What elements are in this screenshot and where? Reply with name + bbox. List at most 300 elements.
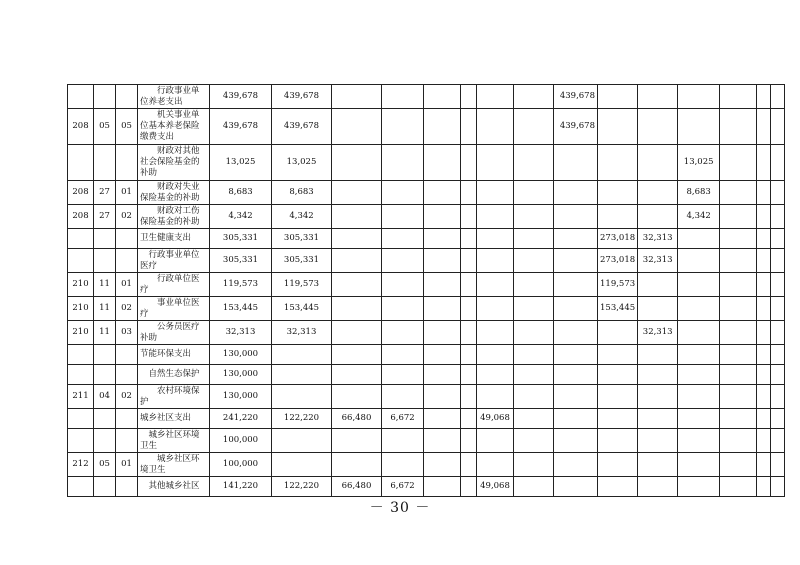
cell-func-type-code [94, 145, 116, 181]
cell-func-type-code [94, 429, 116, 453]
cell-subject-name: 其他城乡社区 [138, 477, 210, 497]
cell-basic-subtotal: 305,331 [272, 249, 332, 273]
cell-personnel-expense [332, 321, 382, 345]
cell-project-col-12 [514, 249, 554, 273]
cell-project-col-12 [514, 321, 554, 345]
cell-func-type-code [94, 409, 116, 429]
cell-extra-col-18 [757, 249, 771, 273]
cell-medical-col [598, 345, 638, 365]
cell-extra-col-18 [757, 365, 771, 385]
cell-project-col-9 [424, 297, 461, 321]
cell-total: 241,220 [210, 409, 272, 429]
cell-func-class-code [68, 409, 94, 429]
cell-func-class-code: 211 [68, 385, 94, 409]
cell-extra-col-19 [771, 453, 785, 477]
cell-subject-name: 事业单位医疗 [138, 297, 210, 321]
cell-func-type-code: 11 [94, 321, 116, 345]
cell-civil-servant-medical [638, 365, 678, 385]
cell-project-col-11 [477, 429, 514, 453]
cell-func-item-code: 01 [116, 453, 138, 477]
cell-civil-servant-medical [638, 85, 678, 109]
cell-func-class-code [68, 345, 94, 365]
cell-project-col-11 [477, 297, 514, 321]
cell-other-insurance-subsidy [678, 385, 720, 409]
cell-personnel-expense [332, 181, 382, 205]
cell-civil-servant-medical: 32,313 [638, 249, 678, 273]
cell-project-col-11 [477, 205, 514, 229]
cell-basic-subtotal: 439,678 [272, 85, 332, 109]
cell-project-col-11 [477, 145, 514, 181]
cell-extra-col-17 [720, 345, 757, 365]
cell-project-col-12 [514, 365, 554, 385]
table-row [68, 249, 785, 273]
cell-pension-insurance [554, 229, 598, 249]
cell-func-class-code: 212 [68, 453, 94, 477]
cell-extra-col-19 [771, 249, 785, 273]
table-row [68, 321, 785, 345]
cell-project-col-10 [461, 477, 477, 497]
cell-project-col-9 [424, 249, 461, 273]
cell-extra-col-19 [771, 229, 785, 249]
cell-project-col-11 [477, 273, 514, 297]
cell-civil-servant-medical [638, 145, 678, 181]
cell-project-col-12 [514, 297, 554, 321]
cell-total: 100,000 [210, 453, 272, 477]
cell-func-type-code [94, 229, 116, 249]
cell-extra-col-19 [771, 297, 785, 321]
cell-func-type-code: 27 [94, 205, 116, 229]
cell-medical-col [598, 321, 638, 345]
cell-extra-col-18 [757, 345, 771, 365]
cell-project-col-10 [461, 429, 477, 453]
cell-subject-name: 财政对工伤保险基金的补助 [138, 205, 210, 229]
cell-func-item-code [116, 249, 138, 273]
cell-medical-col [598, 477, 638, 497]
cell-func-item-code: 05 [116, 109, 138, 145]
cell-func-item-code [116, 345, 138, 365]
cell-func-class-code: 208 [68, 181, 94, 205]
cell-pension-insurance [554, 409, 598, 429]
cell-subject-name: 城乡社区支出 [138, 409, 210, 429]
cell-project-col-9 [424, 273, 461, 297]
cell-func-type-code [94, 345, 116, 365]
cell-personnel-expense [332, 85, 382, 109]
cell-total: 305,331 [210, 249, 272, 273]
cell-project-col-12 [514, 345, 554, 365]
cell-extra-col-19 [771, 429, 785, 453]
cell-total: 130,000 [210, 345, 272, 365]
cell-personnel-expense [332, 273, 382, 297]
cell-func-item-code: 02 [116, 297, 138, 321]
cell-project-col-12 [514, 429, 554, 453]
cell-func-type-code: 04 [94, 385, 116, 409]
cell-basic-subtotal [272, 345, 332, 365]
cell-project-col-10 [461, 385, 477, 409]
cell-project-col-10 [461, 229, 477, 249]
cell-project-col-12 [514, 273, 554, 297]
cell-subject-name: 城乡社区环境卫生 [138, 453, 210, 477]
cell-subject-name: 财政对失业保险基金的补助 [138, 181, 210, 205]
cell-extra-col-18 [757, 385, 771, 409]
cell-func-class-code: 210 [68, 297, 94, 321]
cell-extra-col-18 [757, 453, 771, 477]
cell-other-insurance-subsidy [678, 321, 720, 345]
cell-extra-col-19 [771, 145, 785, 181]
cell-total: 119,573 [210, 273, 272, 297]
cell-subject-name: 公务员医疗补助 [138, 321, 210, 345]
cell-project-col-9 [424, 205, 461, 229]
cell-func-item-code: 02 [116, 385, 138, 409]
cell-func-item-code [116, 365, 138, 385]
table-row [68, 205, 785, 229]
cell-func-item-code: 03 [116, 321, 138, 345]
cell-pension-insurance [554, 321, 598, 345]
cell-func-class-code [68, 365, 94, 385]
cell-pension-insurance [554, 453, 598, 477]
cell-project-col-9 [424, 385, 461, 409]
cell-total: 13,025 [210, 145, 272, 181]
cell-func-class-code: 208 [68, 205, 94, 229]
cell-other-insurance-subsidy [678, 109, 720, 145]
cell-civil-servant-medical [638, 273, 678, 297]
cell-civil-servant-medical [638, 345, 678, 365]
cell-project-col-10 [461, 321, 477, 345]
cell-subject-name: 自然生态保护 [138, 365, 210, 385]
cell-project-col-11 [477, 385, 514, 409]
cell-basic-subtotal: 122,220 [272, 409, 332, 429]
cell-extra-col-18 [757, 145, 771, 181]
cell-medical-col [598, 409, 638, 429]
table-row [68, 409, 785, 429]
cell-project-col-9 [424, 365, 461, 385]
cell-other-insurance-subsidy [678, 365, 720, 385]
cell-extra-col-17 [720, 409, 757, 429]
cell-extra-col-17 [720, 385, 757, 409]
cell-personnel-expense: 66,480 [332, 477, 382, 497]
cell-project-col-12 [514, 453, 554, 477]
cell-public-expense [382, 109, 424, 145]
cell-project-col-9 [424, 229, 461, 249]
cell-medical-col: 273,018 [598, 249, 638, 273]
table-row [68, 385, 785, 409]
cell-subject-name: 节能环保支出 [138, 345, 210, 365]
cell-func-class-code: 208 [68, 109, 94, 145]
cell-other-insurance-subsidy [678, 409, 720, 429]
cell-total: 141,220 [210, 477, 272, 497]
cell-func-type-code [94, 249, 116, 273]
table-row [68, 453, 785, 477]
cell-medical-col [598, 205, 638, 229]
cell-other-insurance-subsidy [678, 429, 720, 453]
cell-extra-col-19 [771, 409, 785, 429]
cell-project-col-10 [461, 365, 477, 385]
cell-extra-col-19 [771, 365, 785, 385]
table-row [68, 229, 785, 249]
cell-func-class-code [68, 249, 94, 273]
cell-public-expense [382, 205, 424, 229]
cell-project-col-12 [514, 109, 554, 145]
cell-public-expense [382, 145, 424, 181]
cell-civil-servant-medical [638, 429, 678, 453]
cell-medical-col [598, 429, 638, 453]
cell-extra-col-17 [720, 145, 757, 181]
cell-pension-insurance [554, 345, 598, 365]
cell-civil-servant-medical [638, 297, 678, 321]
cell-other-insurance-subsidy [678, 477, 720, 497]
cell-func-item-code [116, 477, 138, 497]
cell-extra-col-17 [720, 273, 757, 297]
cell-public-expense [382, 181, 424, 205]
cell-project-col-12 [514, 385, 554, 409]
cell-personnel-expense [332, 297, 382, 321]
cell-extra-col-18 [757, 477, 771, 497]
cell-pension-insurance [554, 145, 598, 181]
cell-basic-subtotal: 13,025 [272, 145, 332, 181]
cell-personnel-expense [332, 145, 382, 181]
cell-project-col-10 [461, 145, 477, 181]
table-row [68, 109, 785, 145]
cell-project-col-9 [424, 345, 461, 365]
cell-extra-col-19 [771, 273, 785, 297]
cell-extra-col-18 [757, 273, 771, 297]
cell-basic-subtotal: 119,573 [272, 273, 332, 297]
cell-extra-col-18 [757, 205, 771, 229]
cell-func-item-code [116, 145, 138, 181]
cell-basic-subtotal [272, 385, 332, 409]
cell-func-type-code: 11 [94, 297, 116, 321]
cell-basic-subtotal [272, 429, 332, 453]
cell-extra-col-17 [720, 321, 757, 345]
cell-project-col-11 [477, 249, 514, 273]
cell-subject-name: 行政事业单位医疗 [138, 249, 210, 273]
cell-extra-col-17 [720, 229, 757, 249]
cell-func-item-code [116, 85, 138, 109]
cell-project-col-9 [424, 181, 461, 205]
cell-pension-insurance [554, 385, 598, 409]
cell-project-col-10 [461, 249, 477, 273]
cell-other-insurance-subsidy [678, 273, 720, 297]
cell-func-class-code [68, 85, 94, 109]
cell-project-col-11 [477, 85, 514, 109]
cell-func-type-code [94, 365, 116, 385]
cell-personnel-expense [332, 229, 382, 249]
cell-personnel-expense [332, 249, 382, 273]
cell-project-col-11 [477, 229, 514, 249]
cell-project-col-10 [461, 409, 477, 429]
cell-extra-col-19 [771, 85, 785, 109]
cell-other-insurance-subsidy [678, 85, 720, 109]
cell-public-expense [382, 453, 424, 477]
cell-civil-servant-medical [638, 385, 678, 409]
cell-extra-col-19 [771, 345, 785, 365]
cell-public-expense [382, 249, 424, 273]
cell-project-col-9 [424, 145, 461, 181]
cell-public-expense [382, 297, 424, 321]
cell-pension-insurance [554, 365, 598, 385]
cell-project-col-10 [461, 205, 477, 229]
table-row [68, 273, 785, 297]
cell-extra-col-18 [757, 297, 771, 321]
cell-other-insurance-subsidy [678, 297, 720, 321]
cell-pension-insurance [554, 181, 598, 205]
cell-func-item-code: 01 [116, 273, 138, 297]
cell-public-expense [382, 345, 424, 365]
cell-pension-insurance: 439,678 [554, 85, 598, 109]
cell-project-col-11: 49,068 [477, 409, 514, 429]
cell-func-type-code: 11 [94, 273, 116, 297]
cell-extra-col-17 [720, 85, 757, 109]
cell-project-col-10 [461, 345, 477, 365]
table-row [68, 429, 785, 453]
cell-project-col-9 [424, 321, 461, 345]
cell-civil-servant-medical: 32,313 [638, 229, 678, 249]
cell-project-col-10 [461, 109, 477, 145]
cell-project-col-12 [514, 145, 554, 181]
cell-public-expense [382, 229, 424, 249]
cell-medical-col [598, 85, 638, 109]
cell-extra-col-19 [771, 477, 785, 497]
cell-func-type-code [94, 85, 116, 109]
cell-pension-insurance [554, 429, 598, 453]
cell-func-class-code [68, 429, 94, 453]
cell-func-item-code [116, 409, 138, 429]
cell-total: 130,000 [210, 385, 272, 409]
cell-extra-col-19 [771, 321, 785, 345]
cell-project-col-12 [514, 85, 554, 109]
cell-project-col-10 [461, 85, 477, 109]
cell-medical-col: 273,018 [598, 229, 638, 249]
cell-pension-insurance [554, 249, 598, 273]
cell-project-col-10 [461, 297, 477, 321]
cell-other-insurance-subsidy [678, 249, 720, 273]
cell-basic-subtotal: 305,331 [272, 229, 332, 249]
cell-total: 130,000 [210, 365, 272, 385]
cell-project-col-9 [424, 477, 461, 497]
cell-basic-subtotal [272, 365, 332, 385]
cell-func-type-code: 05 [94, 453, 116, 477]
cell-project-col-11 [477, 181, 514, 205]
cell-project-col-10 [461, 273, 477, 297]
cell-extra-col-18 [757, 321, 771, 345]
table-row [68, 365, 785, 385]
cell-other-insurance-subsidy [678, 453, 720, 477]
cell-pension-insurance: 439,678 [554, 109, 598, 145]
cell-pension-insurance [554, 477, 598, 497]
cell-total: 100,000 [210, 429, 272, 453]
table-row [68, 297, 785, 321]
cell-subject-name: 城乡社区环境卫生 [138, 429, 210, 453]
cell-medical-col [598, 181, 638, 205]
cell-personnel-expense [332, 385, 382, 409]
cell-extra-col-17 [720, 249, 757, 273]
cell-total: 4,342 [210, 205, 272, 229]
cell-extra-col-19 [771, 205, 785, 229]
cell-project-col-9 [424, 453, 461, 477]
cell-total: 153,445 [210, 297, 272, 321]
cell-extra-col-17 [720, 205, 757, 229]
cell-project-col-12 [514, 477, 554, 497]
cell-basic-subtotal: 32,313 [272, 321, 332, 345]
cell-func-item-code: 01 [116, 181, 138, 205]
cell-basic-subtotal: 439,678 [272, 109, 332, 145]
cell-civil-servant-medical [638, 181, 678, 205]
cell-total: 32,313 [210, 321, 272, 345]
cell-civil-servant-medical [638, 453, 678, 477]
cell-total: 439,678 [210, 109, 272, 145]
cell-total: 439,678 [210, 85, 272, 109]
cell-func-class-code: 210 [68, 273, 94, 297]
cell-project-col-12 [514, 181, 554, 205]
cell-project-col-12 [514, 409, 554, 429]
cell-project-col-11 [477, 345, 514, 365]
cell-project-col-9 [424, 85, 461, 109]
cell-other-insurance-subsidy: 8,683 [678, 181, 720, 205]
cell-medical-col: 153,445 [598, 297, 638, 321]
cell-public-expense: 6,672 [382, 409, 424, 429]
cell-extra-col-18 [757, 85, 771, 109]
cell-personnel-expense [332, 205, 382, 229]
cell-extra-col-17 [720, 453, 757, 477]
cell-subject-name: 行政单位医疗 [138, 273, 210, 297]
cell-personnel-expense [332, 365, 382, 385]
cell-func-class-code [68, 229, 94, 249]
cell-extra-col-19 [771, 181, 785, 205]
budget-table-body [68, 85, 785, 497]
table-row [68, 85, 785, 109]
cell-civil-servant-medical [638, 477, 678, 497]
cell-personnel-expense [332, 109, 382, 145]
cell-medical-col [598, 365, 638, 385]
cell-project-col-11 [477, 321, 514, 345]
cell-func-class-code [68, 145, 94, 181]
cell-public-expense [382, 385, 424, 409]
cell-project-col-9 [424, 109, 461, 145]
cell-project-col-10 [461, 453, 477, 477]
cell-medical-col: 119,573 [598, 273, 638, 297]
cell-extra-col-17 [720, 477, 757, 497]
cell-project-col-11: 49,068 [477, 477, 514, 497]
cell-extra-col-17 [720, 429, 757, 453]
cell-subject-name: 行政事业单位养老支出 [138, 85, 210, 109]
page-number: － 30 － [369, 500, 431, 516]
cell-subject-name: 机关事业单位基本养老保险缴费支出 [138, 109, 210, 145]
table-row [68, 477, 785, 497]
cell-extra-col-17 [720, 181, 757, 205]
cell-extra-col-18 [757, 109, 771, 145]
cell-basic-subtotal: 8,683 [272, 181, 332, 205]
cell-pension-insurance [554, 273, 598, 297]
cell-project-col-11 [477, 109, 514, 145]
cell-total: 8,683 [210, 181, 272, 205]
cell-project-col-12 [514, 205, 554, 229]
cell-project-col-12 [514, 229, 554, 249]
cell-basic-subtotal: 153,445 [272, 297, 332, 321]
cell-personnel-expense [332, 453, 382, 477]
cell-func-type-code: 27 [94, 181, 116, 205]
cell-extra-col-18 [757, 429, 771, 453]
cell-other-insurance-subsidy [678, 345, 720, 365]
cell-other-insurance-subsidy [678, 229, 720, 249]
cell-project-col-11 [477, 453, 514, 477]
cell-total: 305,331 [210, 229, 272, 249]
budget-table [67, 84, 785, 497]
cell-subject-name: 卫生健康支出 [138, 229, 210, 249]
cell-medical-col [598, 109, 638, 145]
cell-extra-col-17 [720, 297, 757, 321]
cell-medical-col [598, 145, 638, 181]
cell-pension-insurance [554, 297, 598, 321]
cell-other-insurance-subsidy: 4,342 [678, 205, 720, 229]
